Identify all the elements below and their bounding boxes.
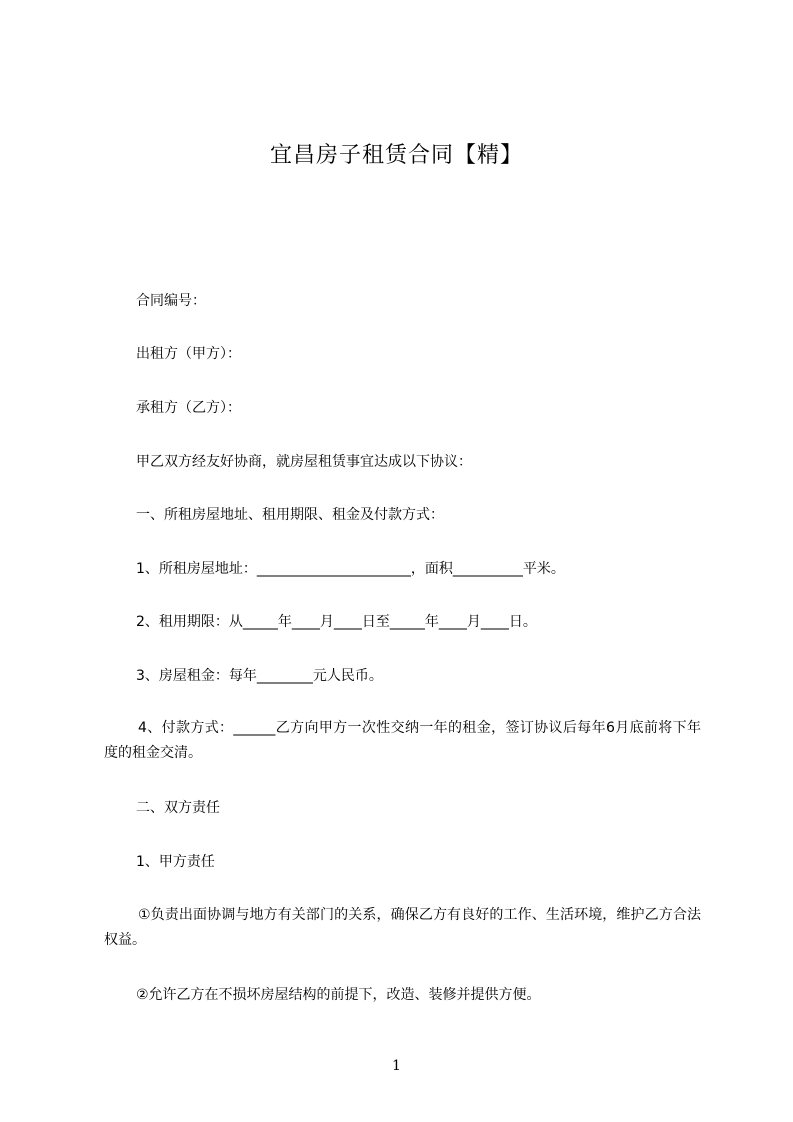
document-title: 宜昌房子租赁合同【精】 [269,143,523,168]
clause-rent: 3、房屋租金：每年________元人民币。 [136,668,383,684]
party-a-heading: 1、甲方责任 [136,854,215,870]
section-2-heading: 二、双方责任 [136,800,220,816]
lessee-line: 承租方（乙方）： [136,400,241,416]
intro-paragraph: 甲乙双方经友好协商，就房屋租赁事宜达成以下协议： [136,454,472,470]
lessor-line: 出租方（甲方）： [136,346,241,362]
page-number: 1 [392,1058,401,1074]
clause-address: 1、所租房屋地址：______________________，面积__________平米。 [136,561,565,577]
clause-term: 2、租用期限：从_____年____月____日至_____年____月____日。 [136,614,537,630]
party-a-duty-2: ②允许乙方在不损坏房屋结构的前提下，改造、装修并提供方便。 [136,987,541,1003]
section-1-heading: 一、所租房屋地址、租用期限、租金及付款方式： [136,507,444,523]
clause-payment: 4、付款方式：______乙方向甲方一次性交纳一年的租金，签订协议后每年6月底前将下年度的租金交清。 [104,720,701,761]
party-a-duty-1: ①负责出面协调与地方有关部门的关系，确保乙方有良好的工作、生活环境，维护乙方合法权益。 [104,907,701,948]
contract-number-line: 合同编号： [136,293,206,309]
